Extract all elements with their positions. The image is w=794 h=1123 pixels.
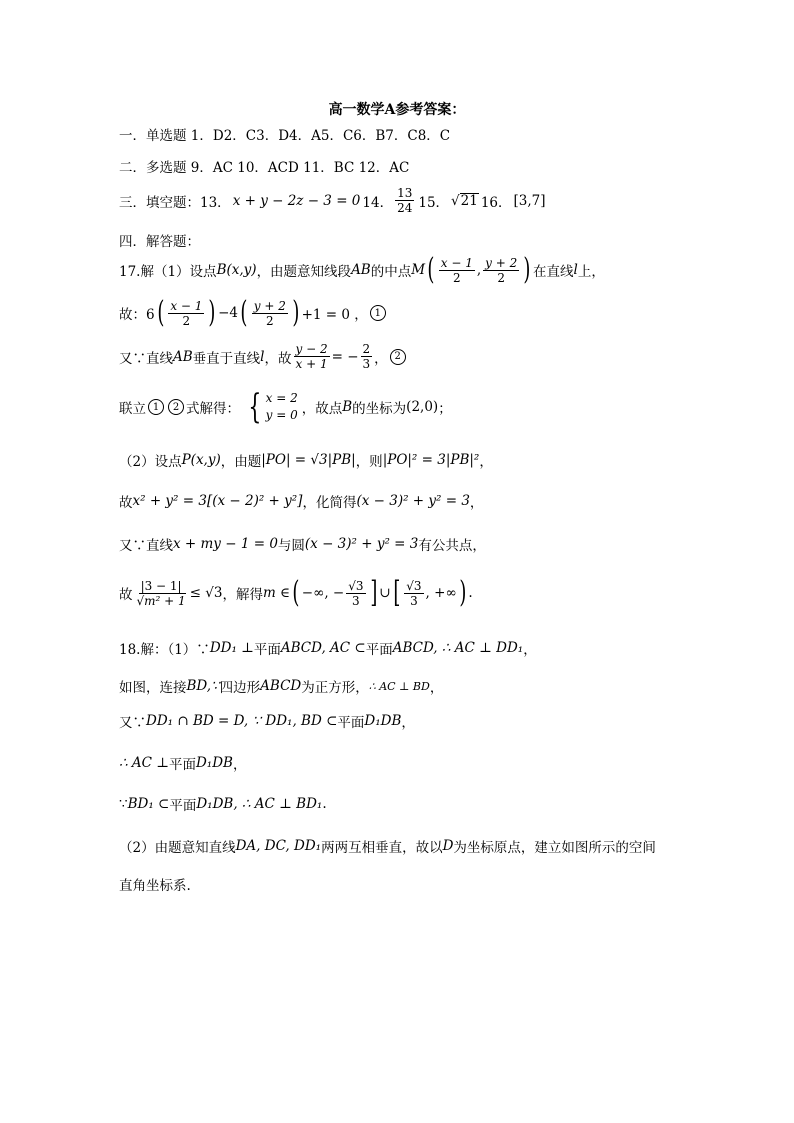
fraction — [168, 299, 204, 328]
right-paren: ) — [292, 295, 300, 330]
math: AB — [173, 348, 193, 365]
p17-line-8 — [119, 575, 473, 610]
text: 又∵直线 — [119, 538, 173, 554]
q15-answer: √ 21 — [451, 192, 478, 209]
fraction — [294, 342, 330, 371]
left-paren: ( — [292, 575, 300, 610]
text: ， — [429, 680, 444, 696]
text: 又∵直线 — [119, 350, 173, 367]
math: D₁DB — [195, 755, 233, 771]
math: D₁DB — [364, 713, 402, 729]
math: l — [573, 262, 578, 278]
text: 为坐标原点，建立如图所示的空间 — [453, 840, 656, 856]
q14-fraction — [395, 186, 414, 215]
text: ，由题 — [220, 454, 262, 470]
text: ， — [374, 350, 388, 367]
text: ，故点 — [301, 401, 343, 417]
text: 平面 — [337, 715, 365, 731]
p17-line-1: 17.解（1）设点 B(x,y) ，由题意知线段 AB 的中点 M ( $\frac{x - 1}{2}$ , $\frac{y + 2}{2}$ ) 在直线 l 上， — [119, 252, 605, 287]
text: . — [322, 796, 327, 812]
math: ∪ — [379, 585, 391, 601]
math: ∴ AC ⊥ BD — [368, 679, 430, 693]
p18-line-7: 直角坐标系. — [119, 878, 191, 894]
left-bracket: [ — [392, 575, 400, 610]
text: 故：6 — [119, 307, 155, 323]
text: ，故 — [264, 350, 292, 367]
denominator: x + 1 — [295, 357, 328, 371]
text: （2）由题意知直线 — [119, 840, 236, 856]
numerator: y + 2 — [253, 298, 286, 313]
denominator: 2 — [265, 313, 274, 328]
right-paren: ) — [208, 295, 216, 330]
numerator: y − 2 — [295, 342, 328, 356]
math: ABCD, AC ⊂ — [280, 640, 366, 656]
text: 上， — [577, 264, 605, 280]
text: ，则 — [355, 454, 383, 470]
row: y = 0 — [265, 408, 298, 422]
math: ∴ AC ⊥ — [119, 755, 169, 771]
right-paren: ] — [369, 575, 377, 610]
text: ，解得 — [222, 587, 263, 603]
numerator: √3 — [348, 578, 364, 593]
math: D₁DB, ∴ AC ⊥ BD₁ — [196, 796, 323, 812]
text: 有公共点， — [418, 538, 486, 554]
text: ，由题意知线段 — [256, 264, 352, 280]
fraction — [439, 256, 475, 285]
math: DD₁ ⊥ — [209, 640, 254, 656]
p18-line-6 — [119, 836, 656, 856]
text: 在直线 — [533, 264, 574, 280]
math: AB — [351, 262, 371, 278]
text: ， — [401, 715, 415, 731]
denominator: 3 — [410, 593, 418, 608]
right-paren: ) — [459, 575, 467, 610]
text: ∵ — [119, 796, 128, 812]
denominator: 2 — [497, 270, 506, 285]
text: −4 — [218, 305, 239, 321]
circled-number: 1 — [370, 305, 386, 321]
math: = − — [331, 348, 359, 365]
circled-number: 1 — [148, 399, 164, 415]
math: (x − 3)² + y² = 3 — [356, 493, 470, 509]
text: ，化简得 — [302, 495, 357, 511]
text: 平面 — [365, 642, 393, 658]
p17-line-5 — [119, 450, 493, 470]
text: 18.解：（1）∵ — [119, 642, 210, 658]
text: （2）设点 — [119, 454, 182, 470]
math: (x − 3)² + y² = 3 — [304, 536, 419, 552]
q16-answer: [3,7] — [513, 192, 546, 209]
text: 联立 — [119, 401, 146, 417]
p17-line-7 — [119, 534, 486, 554]
math: BD,∵ — [186, 678, 220, 694]
fraction — [135, 579, 188, 608]
text: 的坐标为 — [352, 401, 407, 417]
text: 垂直于直线 — [192, 350, 261, 367]
p18-line-5 — [119, 794, 327, 814]
row: x = 2 — [265, 391, 298, 405]
text: 平面 — [169, 798, 197, 814]
math: −∞, − — [301, 585, 345, 601]
text: 与圆 — [277, 538, 305, 554]
numerator: |3 − 1| — [140, 578, 182, 593]
denominator: √m² + 1 — [136, 593, 186, 608]
text: ， — [523, 642, 537, 658]
fraction — [361, 342, 373, 371]
q14-numerator: 13 — [397, 186, 413, 200]
math: ABCD — [260, 678, 302, 694]
p17-line-6 — [119, 491, 483, 511]
p18-line-2 — [119, 676, 443, 696]
text: 如图，连接 — [119, 680, 187, 696]
p18-line-1 — [119, 638, 537, 658]
system-rows — [266, 390, 298, 424]
text: ， — [469, 495, 484, 511]
multi-choice-answers: 二．多选题 9．AC 10．ACD 11．BC 12．AC — [119, 160, 410, 176]
p18-line-4 — [119, 753, 246, 773]
denominator: 2 — [453, 270, 461, 285]
math: ≤ √3 — [189, 585, 223, 601]
fill-blank-answers — [119, 186, 546, 215]
text: 17.解（1）设点 — [119, 264, 217, 280]
q14-label: 14． — [362, 194, 394, 211]
circled-number: 2 — [168, 399, 184, 415]
denominator: 2 — [182, 313, 191, 328]
text: 故 — [119, 587, 133, 603]
numerator: √3 — [406, 578, 422, 593]
numerator: y + 2 — [485, 255, 518, 270]
text: . — [468, 585, 473, 601]
single-choice-answers: 一．单选题 1．D2．C3．D4．A5．C6．B7．C8．C — [119, 128, 451, 144]
math: DD₁ ∩ BD = D, ∵ DD₁, BD ⊂ — [146, 713, 338, 729]
circled-number: 2 — [390, 349, 406, 365]
p17-line-2 — [119, 295, 388, 330]
fill-blank-label: 三．填空题：13． — [119, 194, 231, 211]
math: DA, DC, DD₁ — [235, 838, 322, 854]
numerator: x − 1 — [170, 298, 203, 313]
left-paren: ( — [427, 252, 435, 287]
math: m ∈ — [262, 585, 291, 601]
denominator: 3 — [362, 357, 371, 371]
math: l — [260, 348, 265, 365]
math: x² + y² = 3[(x − 2)² + y²] — [132, 493, 303, 509]
math: B — [342, 399, 353, 415]
q15-label: 15． — [418, 194, 450, 211]
radicand: m² + 1 — [144, 593, 186, 608]
p17-line-4 — [119, 387, 452, 427]
text: 平面 — [168, 757, 196, 773]
right-paren: ) — [523, 252, 531, 287]
fraction — [483, 256, 519, 285]
math: P(x,y) — [181, 452, 221, 468]
equation-system — [244, 387, 298, 427]
fraction — [252, 299, 288, 328]
text: 的中点 — [370, 264, 412, 280]
page-title: 高一数学A参考答案： — [328, 102, 466, 118]
math: BD₁ ⊂ — [127, 796, 170, 812]
p17-line-3 — [119, 342, 408, 371]
text: ； — [438, 401, 452, 417]
text: 两两互相垂直，故以 — [321, 840, 443, 856]
math: (2,0) — [406, 399, 439, 415]
math: |PO| = √3|PB| — [261, 452, 356, 468]
math: , +∞ — [425, 585, 457, 601]
left-paren: ( — [240, 295, 248, 330]
text: 四边形 — [219, 680, 261, 696]
text: 平面 — [253, 642, 281, 658]
text: ， — [479, 454, 493, 470]
left-paren: ( — [156, 295, 164, 330]
fraction — [346, 579, 365, 608]
math: |PO|² = 3|PB|² — [382, 452, 480, 468]
math: B(x,y) — [216, 262, 257, 278]
math: x + my − 1 = 0 — [173, 536, 278, 552]
p18-line-3 — [119, 711, 415, 731]
solutions-heading: 四．解答题： — [119, 234, 200, 250]
math: D — [442, 838, 454, 854]
text: 式解得： — [186, 401, 240, 417]
numerator: x − 1 — [440, 255, 473, 270]
text: +1 = 0 ， — [301, 307, 368, 323]
text: 为正方形， — [301, 680, 369, 696]
q13-answer: x + y − 2z − 3 = 0 — [232, 192, 361, 209]
math: M — [411, 262, 426, 278]
brace: { — [248, 387, 262, 427]
denominator: 3 — [352, 593, 360, 608]
q16-label: 16． — [480, 194, 512, 211]
text: 又∵ — [119, 715, 146, 731]
text: ， — [232, 757, 247, 773]
q15-radicand: 21 — [460, 192, 478, 209]
numerator: 2 — [362, 342, 371, 356]
math: ABCD, ∴ AC ⊥ DD₁ — [392, 640, 524, 656]
text: 故 — [119, 495, 133, 511]
q14-denominator: 24 — [397, 201, 413, 215]
fraction — [404, 579, 423, 608]
